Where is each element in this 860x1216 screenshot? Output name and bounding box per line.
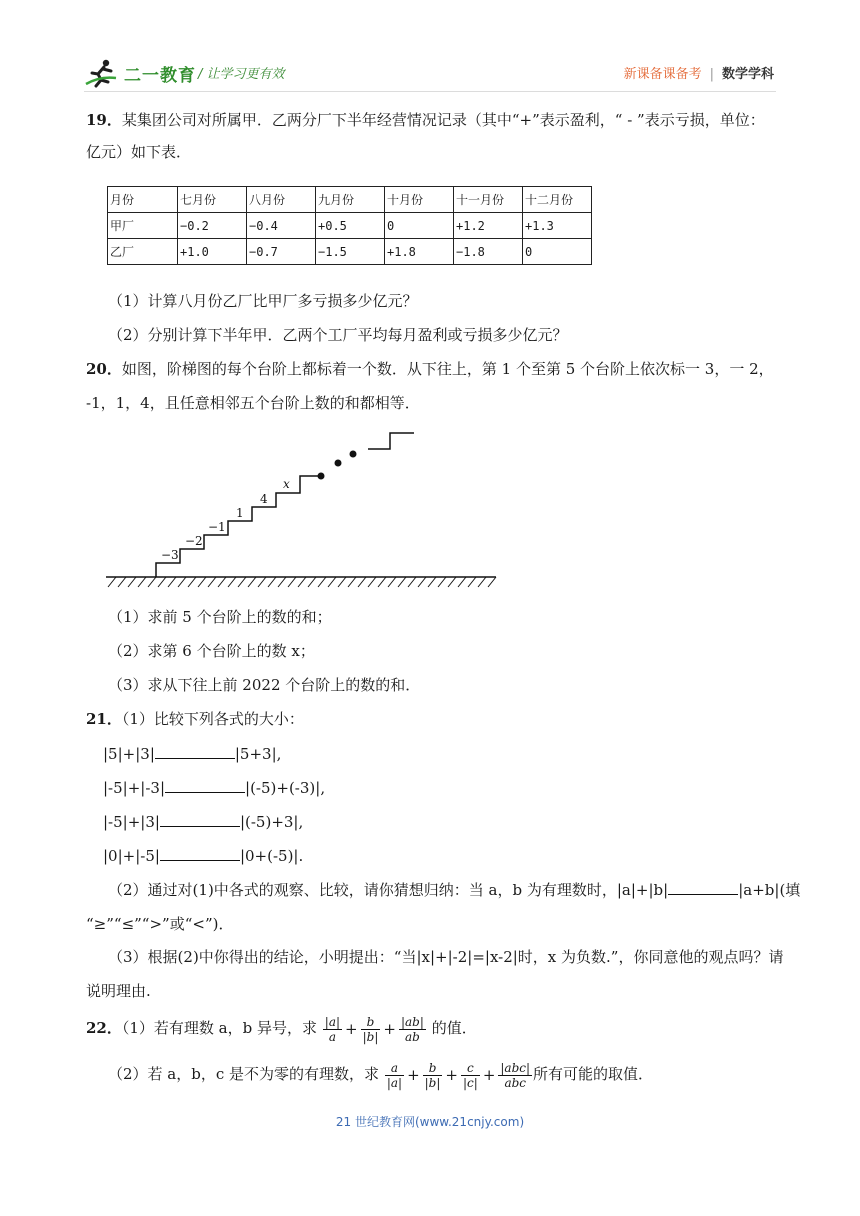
q20-sub2: （2）求第 6 个台阶上的数 x； — [108, 642, 315, 660]
q20-sub1: （1）求前 5 个台阶上的数的和； — [108, 608, 332, 626]
q20-line2: -1，1，4，且任意相邻五个台阶上数的和都相等． — [86, 394, 420, 412]
q21-row — [103, 777, 325, 799]
table-cell: −1.8 — [454, 239, 523, 265]
step-label: −1 — [208, 520, 226, 534]
table-cell: −0.7 — [247, 239, 316, 265]
fraction-numerator: b — [423, 1061, 443, 1076]
q22-sub2 — [108, 1060, 653, 1090]
runner-logo-icon — [84, 58, 118, 88]
fraction-numerator: |ab| — [400, 1014, 424, 1029]
fraction-denominator: |b| — [362, 1029, 379, 1044]
q21-row — [103, 845, 303, 867]
q19-table — [107, 186, 592, 265]
answer-blank[interactable] — [160, 812, 240, 827]
q19-line2: 亿元）如下表． — [86, 143, 192, 161]
q20-line1 — [86, 358, 774, 380]
header-separator: | — [709, 67, 714, 82]
q19-line1 — [86, 109, 765, 131]
table-cell: +1.3 — [523, 213, 592, 239]
fraction-denominator: abc — [504, 1075, 526, 1090]
page-footer[interactable]: 21 世纪教育网(www.21cnjy.com) — [335, 1115, 525, 1129]
q21-row-left: |0|+|-5| — [103, 847, 160, 865]
q21-row-right: |(-5)+(-3)|, — [245, 779, 326, 797]
q21-sub2-line1 — [108, 879, 800, 901]
table-cell: 九月份 — [316, 187, 385, 213]
q19-sub1: （1）计算八月份乙厂比甲厂多亏损多少亿元？ — [108, 292, 418, 310]
top-step — [368, 433, 414, 449]
table-row — [108, 213, 592, 239]
step-label: −2 — [185, 534, 203, 548]
table-cell: 十二月份 — [523, 187, 592, 213]
fraction — [361, 1015, 381, 1044]
q20-number: 20． — [86, 360, 122, 378]
q21-row — [103, 811, 303, 833]
q22-number: 22． — [86, 1019, 122, 1037]
staircase-steps — [156, 476, 321, 577]
fraction — [399, 1015, 426, 1044]
fraction — [498, 1061, 532, 1090]
step-label: −3 — [161, 548, 179, 562]
plus-sign: + — [345, 1020, 358, 1038]
plus-sign: + — [383, 1020, 396, 1038]
header-course: 新课备课备考 — [623, 67, 702, 82]
q21-number: 21． — [86, 710, 122, 728]
header-subject — [624, 63, 774, 82]
ellipsis-dot — [350, 451, 357, 458]
plus-sign: + — [407, 1066, 420, 1084]
q21-sub3-line2: 说明理由. — [86, 982, 151, 1000]
table-cell: 乙厂 — [108, 239, 178, 265]
q21-intro: （1）比较下列各式的大小： — [121, 710, 304, 728]
fraction-denominator: |a| — [386, 1075, 403, 1090]
q21-sub3-line1: （3）根据(2)中你得出的结论，小明提出：“当|x|+|-2|=|x-2|时，x 为负数.”，你同意他的观点吗？请 — [108, 948, 784, 966]
q22-sub2-end: 所有可能的取值． — [533, 1065, 654, 1083]
answer-blank[interactable] — [155, 744, 235, 759]
table-cell: 十一月份 — [454, 187, 523, 213]
table-cell: 八月份 — [247, 187, 316, 213]
q22-sub1 — [86, 1014, 477, 1044]
fraction — [461, 1061, 480, 1090]
plus-sign: + — [482, 1066, 496, 1084]
fraction-denominator: ab — [405, 1029, 420, 1044]
step-label: 4 — [260, 492, 268, 506]
step-label: 1 — [236, 506, 244, 520]
fraction-denominator: |c| — [463, 1075, 478, 1090]
table-row — [108, 239, 592, 265]
q21-row-left: |-5|+|3| — [103, 813, 160, 831]
ellipsis-dot — [318, 473, 325, 480]
fraction-numerator: a — [385, 1061, 404, 1076]
fraction-numerator: b — [361, 1015, 381, 1030]
q21-row — [103, 743, 281, 765]
logo — [84, 56, 196, 90]
staircase-figure — [100, 425, 500, 595]
fraction — [385, 1061, 404, 1090]
table-cell: 0 — [385, 213, 454, 239]
ellipsis-dot — [335, 460, 342, 467]
q21-sub2-text: （2）通过对(1)中各式的观察、比较，请你猜想归纳：当 a，b 为有理数时，|a|+|b| — [108, 881, 669, 899]
table-cell: +1.2 — [454, 213, 523, 239]
q19-number: 19． — [86, 111, 122, 129]
page-header — [0, 0, 860, 96]
table-cell: 十月份 — [385, 187, 454, 213]
ground-hatching — [108, 577, 496, 587]
fraction-numerator: c — [461, 1061, 480, 1076]
step-label: x — [283, 477, 290, 491]
table-cell: −0.4 — [247, 213, 316, 239]
fraction — [423, 1061, 443, 1090]
q21-sub2-line2: “≥”“≤”“>”或“<”)． — [86, 915, 234, 933]
fraction — [323, 1015, 342, 1044]
q22-sub1-end: 的值． — [431, 1019, 477, 1037]
q20-sub3: （3）求从下往上前 2022 个台阶上的数的和． — [108, 676, 421, 694]
table-cell: 甲厂 — [108, 213, 178, 239]
plus-sign: + — [445, 1066, 458, 1084]
q19-sub2: （2）分别计算下半年甲．乙两个工厂平均每月盈利或亏损多少亿元？ — [108, 326, 568, 344]
q19-text1: 某集团公司对所属甲．乙两分厂下半年经营情况记录（其中“+”表示盈利，“ - ”表示亏损，单位： — [121, 111, 765, 129]
table-header-row — [108, 187, 592, 213]
answer-blank[interactable] — [668, 880, 738, 895]
fraction-numerator: |a| — [324, 1014, 341, 1029]
logo-text: 二一教育 — [124, 65, 196, 86]
q20-text1: 如图，阶梯图的每个台阶上都标着一个数．从下往上，第 1 个至第 5 个台阶上依次标一 3，一 2， — [121, 360, 774, 378]
table-cell: 七月份 — [178, 187, 247, 213]
header-divider — [84, 91, 776, 92]
fraction-denominator: a — [328, 1029, 336, 1044]
table-cell: 0 — [523, 239, 592, 265]
q21-row-right: |0+(-5)|. — [239, 847, 304, 865]
fraction-denominator: |b| — [424, 1075, 441, 1090]
q21-line1 — [86, 708, 304, 730]
q21-sub2-text-end: |a+b|(填 — [738, 881, 801, 899]
slogan: / 让学习更有效 — [198, 67, 285, 82]
header-subject-label: 数学学科 — [721, 67, 774, 82]
answer-blank[interactable] — [160, 846, 240, 861]
table-cell: +1.8 — [385, 239, 454, 265]
q22-sub2-text: （2）若 a，b，c 是不为零的有理数，求 — [108, 1065, 380, 1083]
table-cell: +0.5 — [316, 213, 385, 239]
q21-row-right: |5+3|, — [234, 745, 282, 763]
q21-row-left: |-5|+|-3| — [103, 779, 166, 797]
table-cell: −0.2 — [178, 213, 247, 239]
fraction-numerator: |abc| — [500, 1060, 531, 1075]
table-cell: +1.0 — [178, 239, 247, 265]
q22-sub1-text: （1）若有理数 a，b 异号，求 — [121, 1019, 318, 1037]
table-cell: 月份 — [108, 187, 178, 213]
table-cell: −1.5 — [316, 239, 385, 265]
answer-blank[interactable] — [165, 778, 245, 793]
q21-row-right: |(-5)+3|, — [239, 813, 304, 831]
q21-row-left: |5|+|3| — [103, 745, 155, 763]
